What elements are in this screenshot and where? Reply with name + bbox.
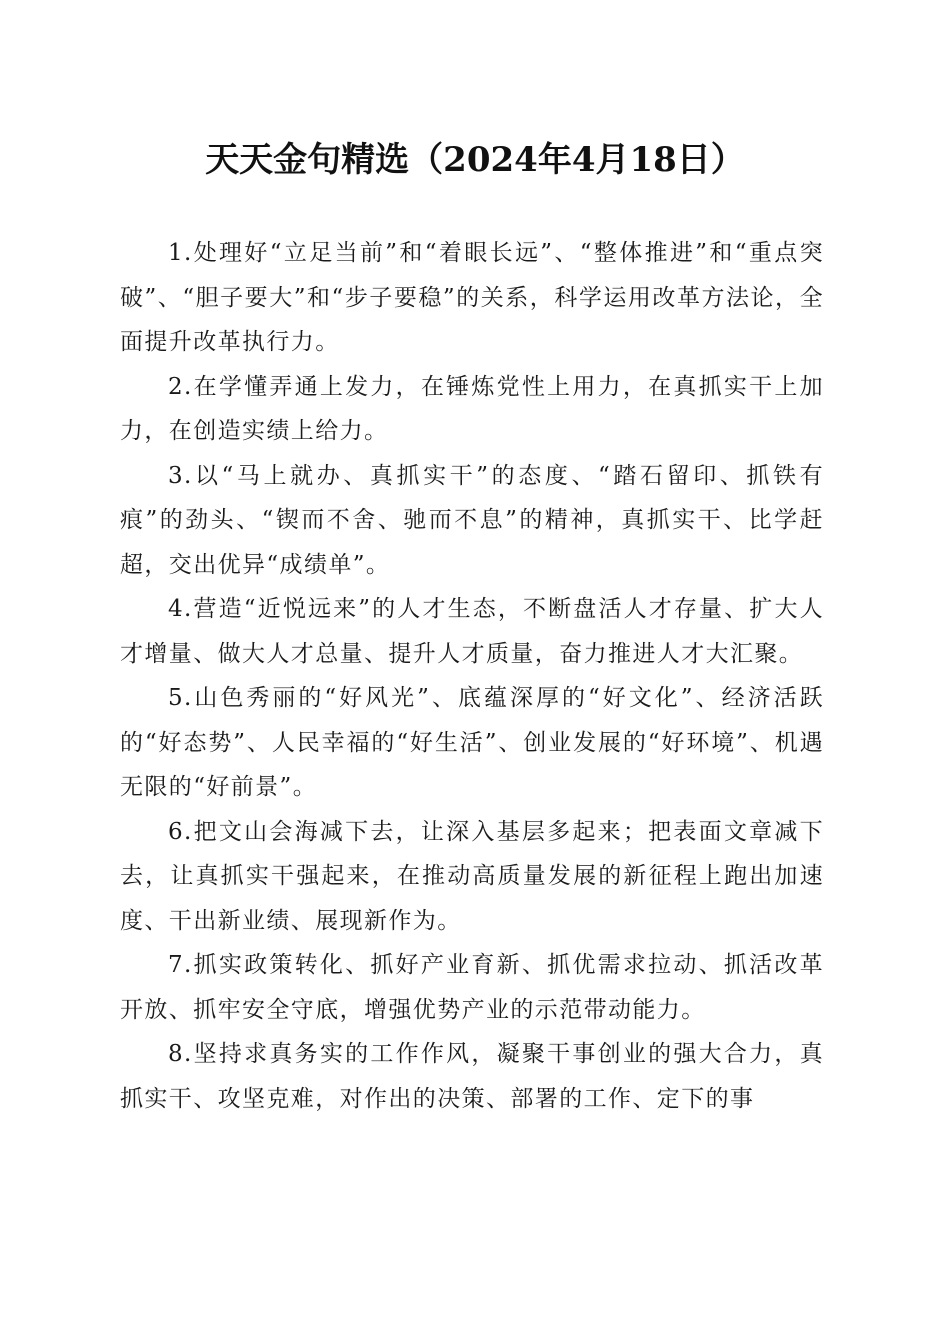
document-body xyxy=(120,231,824,1121)
quote-paragraph-3: 3.以“马上就办、真抓实干”的态度、“踏石留印、抓铁有痕”的劲头、“锲而不舍、驰而不息”的精神，真抓实干、比学赶超，交出优异“成绩单”。 xyxy=(120,462,824,578)
quote-paragraph-4: 4.营造“近悦远来”的人才生态，不断盘活人才存量、扩大人才增量、做大人才总量、提升人才质量，奋力推进人才大汇聚。 xyxy=(120,596,824,667)
quote-paragraph-2: 2.在学懂弄通上发力，在锤炼党性上用力，在真抓实干上加力，在创造实绩上给力。 xyxy=(120,373,824,444)
quote-paragraph-1: 1.处理好“立足当前”和“着眼长远”、“整体推进”和“重点突破”、“胆子要大”和“步子要稳”的关系，科学运用改革方法论，全面提升改革执行力。 xyxy=(120,240,824,355)
quote-paragraph-5: 5.山色秀丽的“好风光”、底蕴深厚的“好文化”、经济活跃的“好态势”、人民幸福的“好生活”、创业发展的“好环境”、机遇无限的“好前景”。 xyxy=(120,685,824,800)
quote-paragraph-6: 6.把文山会海减下去，让深入基层多起来；把表面文章减下去，让真抓实干强起来，在推动高质量发展的新征程上跑出加速度、干出新业绩、展现新作为。 xyxy=(120,818,824,934)
quote-paragraph-7: 7.抓实政策转化、抓好产业育新、抓优需求拉动、抓活改革开放、抓牢安全守底，增强优势产业的示范带动能力。 xyxy=(120,952,824,1023)
document-title: 天天金句精选（2024年4月18日） xyxy=(205,140,745,180)
quote-paragraph-8: 8.坚持求真务实的工作作风，凝聚干事创业的强大合力，真抓实干、攻坚克难，对作出的决策、部署的工作、定下的事 xyxy=(120,1041,824,1112)
